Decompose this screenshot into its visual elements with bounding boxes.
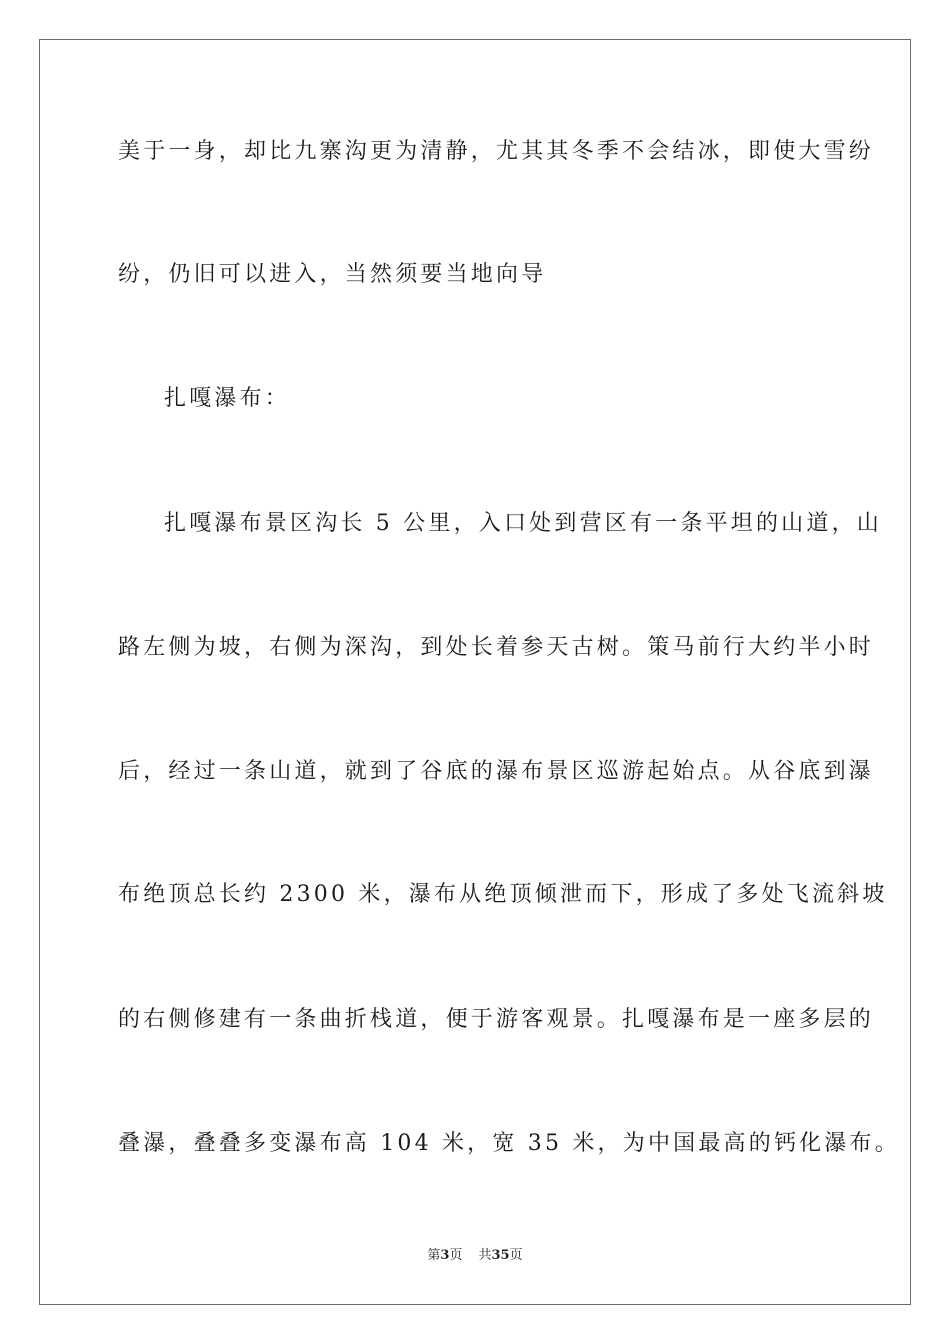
body-text-line: 路左侧为坡，右侧为深沟，到处长着参天古树。策马前行大约半小时 <box>118 635 875 660</box>
page-number: 3 <box>440 1248 450 1263</box>
total-suffix: 页 <box>509 1248 523 1263</box>
page-prefix: 第 <box>427 1248 441 1263</box>
page-suffix: 页 <box>449 1248 463 1263</box>
body-text-line: 美于一身，却比九寨沟更为清静，尤其其冬季不会结冰，即使大雪纷 <box>118 139 875 164</box>
page-border <box>39 39 911 1305</box>
body-text-line: 后，经过一条山道，就到了谷底的瀑布景区巡游起始点。从谷底到瀑 <box>118 759 875 784</box>
body-text-line: 纷，仍旧可以进入，当然须要当地向导 <box>118 262 547 287</box>
body-text-line: 的右侧修建有一条曲折栈道，便于游客观景。扎嘎瀑布是一座多层的 <box>118 1007 875 1032</box>
page-footer <box>0 1247 950 1265</box>
body-text-line: 扎嘎瀑布景区沟长 5 公里，入口处到营区有一条平坦的山道，山 <box>164 511 882 536</box>
body-text-line: 叠瀑，叠叠多变瀑布高 104 米，宽 35 米，为中国最高的钙化瀑布。 <box>118 1131 900 1156</box>
body-text-line: 布绝顶总长约 2300 米，瀑布从绝顶倾泄而下，形成了多处飞流斜坡 <box>118 882 888 907</box>
total-pages: 35 <box>491 1248 510 1263</box>
section-heading: 扎嘎瀑布： <box>164 386 291 411</box>
total-prefix: 共 <box>478 1248 492 1263</box>
